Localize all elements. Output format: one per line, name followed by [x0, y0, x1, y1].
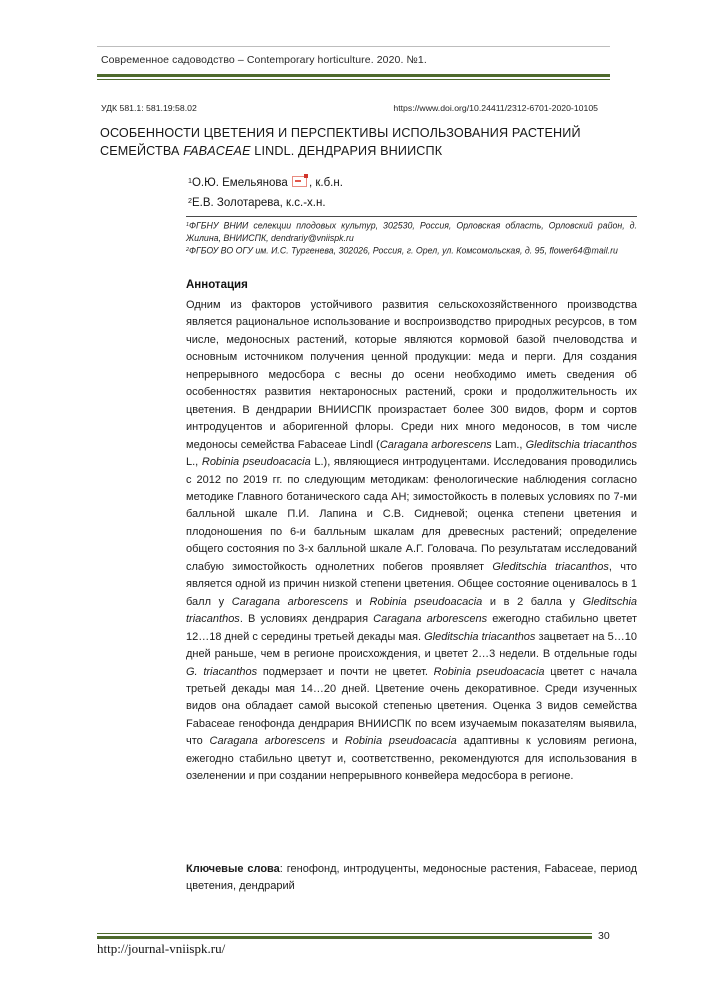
author-line: $^2$Е.В. Золотарева, к.с.-х.н.: [188, 197, 326, 210]
top-hairline: [97, 46, 610, 47]
affiliations-block: [186, 219, 637, 257]
abstract-heading: Аннотация: [186, 279, 248, 291]
doi-link[interactable]: https://www.doi.org/10.24411/2312-6701-2020-10105: [393, 103, 598, 113]
footnote-separator: [186, 216, 637, 217]
journal-header-line: Современное садоводство – Contemporary horticulture. 2020. №1.: [101, 54, 427, 66]
authors-block: [188, 172, 343, 212]
footer-double-rule: [97, 933, 592, 939]
udk-code: УДК 581.1: 581.19:58.02: [101, 103, 197, 113]
email-icon[interactable]: [292, 176, 307, 187]
page-number: 30: [598, 930, 610, 942]
keywords-line: Ключевые слова: генофонд, интродуценты, медоносные растения, Fabaceae, период цветения, дендрарий: [186, 863, 637, 893]
affiliation-entry: $^1$ФГБНУ ВНИИ селекции плодовых культур, 302530, Россия, Орловская область, Орловский район, д. Жилина, ВНИИСПК, dendrariy@vniispk.ru: [186, 220, 637, 243]
affiliation-entry: $^2$ФГБОУ ВО ОГУ им. И.С. Тургенева, 302026, Россия, г. Орел, ул. Комсомольская, д. 95, flower64@mail.ru: [186, 245, 618, 256]
article-title: ОСОБЕННОСТИ ЦВЕТЕНИЯ И ПЕРСПЕКТИВЫ ИСПОЛЬЗОВАНИЯ РАСТЕНИЙ СЕМЕЙСТВА FABACEAE LINDL. ДЕНДРАРИЯ ВНИИСПК: [100, 126, 581, 158]
header-double-rule: [97, 74, 610, 80]
meta-row: [101, 103, 598, 113]
author-line: $^1$О.Ю. Емельянова , к.б.н.: [188, 177, 343, 190]
journal-url[interactable]: http://journal-vniispk.ru/: [97, 941, 226, 956]
abstract-text: Одним из факторов устойчивого развития сельскохозяйственного производства является рациональное использование и воспроизводство природных ресурсов, в том числе, медоносных растений, которые являются кормовой базой пчеловодства и основным источником получения ценной продукции: меда и перги. Для создания непрерывного медосбора с весны до осени необходимо иметь сведения об особенностях развития нектароносных растений, сроки и продолжительность их цветения. В дендрарии ВНИИСПК произрастает более 300 видов, форм и сортов интродуцентов и аборигенной флоры. Среди них много медоносов, в том числе медоносы семейства Fabaceae Lindl (Caragana arborescens Lam., Gleditschia triacanthos L., Robinia pseudoacacia L.), являющиеся интродуцентами. Исследования проводились с 2012 по 2019 гг. по следующим методикам: фенологические наблюдения согласно методике Главного ботанического сада АН; зимостойкость в полевых условиях по 7-ми балльной шкале П.И. Лапина и С.В. Сидневой; оценка степени цветения и плодоношения по 6-и балльным шкалам для древесных растений; определение общего состояния по 3-х балльной шкале А.Г. Головача. По результатам исследований слабую зимостойкость однолетних побегов проявляет Gleditschia triacanthos, что является одной из причин низкой степени цветения. Общее состояние оценивалось в 1 балл у Caragana arborescens и Robinia pseudoacacia и в 2 балла у Gleditschia triacanthos. В условиях дендрария Caragana arborescens ежегодно стабильно цветет 12…18 дней с середины третьей декады мая. Gleditschia triacanthos зацветает на 5…10 дней раньше, чем в регионе происхождения, и цветет 2…3 недели. В отдельные годы G. triacanthos подмерзает и почти не цветет. Robinia pseudoacacia цветет с начала третьей декады мая 14…20 дней. Цветение очень декоративное. Среди изученных видов она обладает самой высокой степенью цветения. Оценка 3 видов семейства Fabaceae генофонда дендрария ВНИИСПК по всем изучаемым показателям выявила, что Caragana arborescens и Robinia pseudoacacia адаптивны к условиям региона, ежегодно стабильно цветут и, соответственно, рекомендуются для использования в озеленении и при создании непрерывного конвейера медосбора в регионе.: [186, 299, 638, 783]
